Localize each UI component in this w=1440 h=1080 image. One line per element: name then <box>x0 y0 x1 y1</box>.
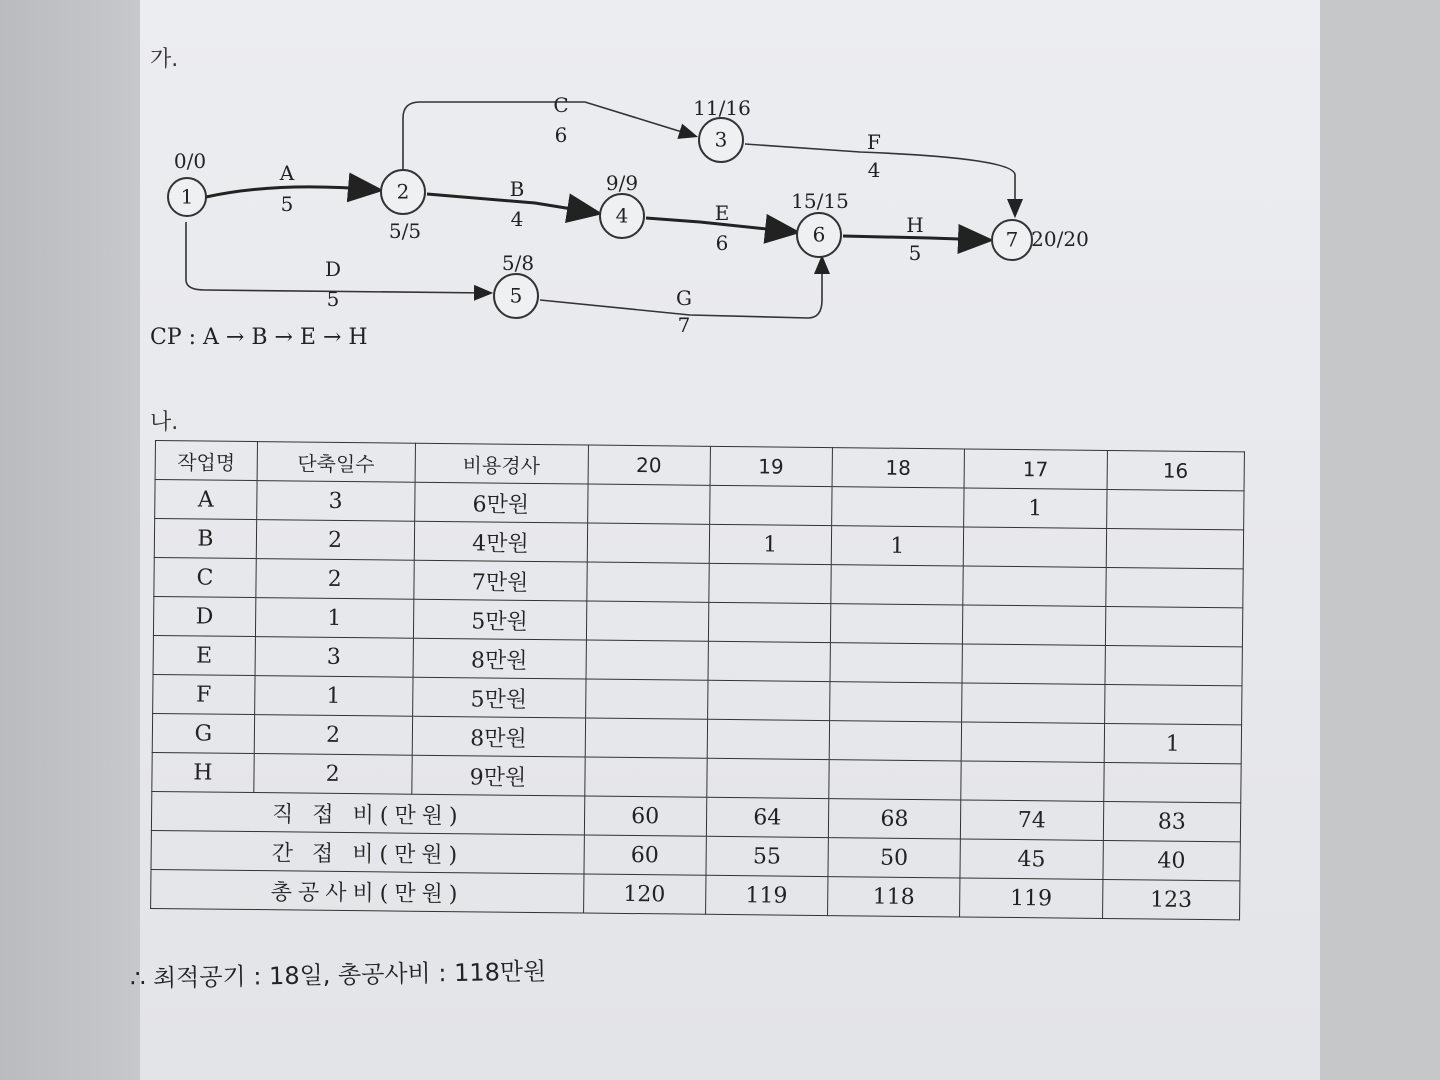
cell-days: 2 <box>256 559 414 600</box>
cell-19: 1 <box>709 524 832 564</box>
header-task: 작업명 <box>155 441 257 481</box>
cell-days: 2 <box>256 520 414 561</box>
summary-20: 60 <box>584 796 707 836</box>
cell-days: 1 <box>254 676 412 717</box>
summary-17: 45 <box>960 839 1103 879</box>
section-b-label: 나. <box>150 410 179 435</box>
summary-20: 60 <box>584 835 707 875</box>
cell-20 <box>586 562 709 602</box>
cell-20 <box>587 484 710 524</box>
cell-17 <box>962 605 1105 645</box>
activity-f-name: F <box>867 130 881 154</box>
header-20: 20 <box>588 445 711 485</box>
cell-16: 1 <box>1104 723 1242 763</box>
header-days: 단축일수 <box>257 442 415 483</box>
cell-19 <box>709 485 832 525</box>
cell-slope: 7만원 <box>413 560 586 601</box>
svg-text:1: 1 <box>180 184 194 209</box>
cell-18: 1 <box>831 526 964 566</box>
node-2 <box>381 170 425 214</box>
node-6 <box>797 213 841 257</box>
activity-h-name: H <box>906 213 924 237</box>
activity-d-name: D <box>324 257 342 281</box>
cell-18 <box>829 721 962 761</box>
activity-e-name: E <box>714 201 730 225</box>
crashing-table <box>150 440 1245 920</box>
edge-c <box>403 102 695 172</box>
activity-g-duration: 7 <box>677 313 691 337</box>
cell-18 <box>830 604 963 644</box>
cell-16 <box>1103 762 1241 802</box>
cell-slope: 8만원 <box>413 638 586 679</box>
cell-task: F <box>153 674 255 714</box>
svg-text:4: 4 <box>615 203 629 228</box>
node-4-time: 9/9 <box>605 171 639 195</box>
cell-18 <box>831 487 964 527</box>
section-a-label: 가. <box>150 47 179 72</box>
cell-task: C <box>154 557 256 597</box>
summary-18: 68 <box>828 799 961 839</box>
svg-text:3: 3 <box>714 127 728 152</box>
node-5 <box>494 274 538 318</box>
header-17: 17 <box>964 449 1107 489</box>
summary-18: 118 <box>827 877 960 917</box>
summary-19: 55 <box>706 836 829 876</box>
critical-path: CP : A → B → E → H <box>150 325 368 350</box>
cell-16 <box>1104 684 1242 724</box>
cell-17 <box>963 527 1106 567</box>
summary-19: 64 <box>706 797 829 837</box>
activity-d-duration: 5 <box>326 287 340 311</box>
cell-17 <box>961 722 1104 762</box>
cell-18 <box>829 760 962 800</box>
cell-task: G <box>152 713 254 753</box>
cell-17 <box>963 566 1106 606</box>
cell-slope: 8만원 <box>412 716 585 757</box>
activity-a-duration: 5 <box>280 192 294 216</box>
summary-label: 직 접 비(만원) <box>151 791 584 835</box>
cell-18 <box>830 643 963 683</box>
activity-f-duration: 4 <box>867 158 881 182</box>
cell-task: B <box>154 519 256 559</box>
activity-h-duration: 5 <box>908 241 922 265</box>
node-5-time: 5/8 <box>501 251 535 275</box>
cell-19 <box>708 563 831 603</box>
cell-20 <box>587 523 710 563</box>
node-2-time: 5/5 <box>388 219 422 243</box>
node-3-time: 11/16 <box>693 96 751 120</box>
summary-18: 50 <box>828 838 961 878</box>
cell-slope: 5만원 <box>412 677 585 718</box>
cell-17 <box>962 683 1105 723</box>
summary-label: 총공사비(만원) <box>151 869 584 913</box>
summary-16: 83 <box>1103 801 1241 841</box>
svg-text:7: 7 <box>1005 227 1019 252</box>
cell-days: 2 <box>254 754 412 795</box>
cell-days: 2 <box>254 715 412 756</box>
cell-slope: 6만원 <box>414 482 587 523</box>
activity-b-name: B <box>509 177 525 201</box>
cell-20 <box>586 640 709 680</box>
cell-19 <box>707 680 830 720</box>
cell-days: 3 <box>256 481 414 522</box>
cell-16 <box>1105 645 1243 685</box>
cell-20 <box>586 601 709 641</box>
cell-task: H <box>152 752 254 792</box>
cell-slope: 5만원 <box>413 599 586 640</box>
node-1-time: 0/0 <box>173 149 207 173</box>
cell-17 <box>962 644 1105 684</box>
activity-c-duration: 6 <box>554 123 568 147</box>
node-1 <box>168 178 206 216</box>
cell-17: 1 <box>964 488 1107 528</box>
cell-slope: 9만원 <box>411 755 584 796</box>
cell-task: E <box>153 635 255 675</box>
svg-text:2: 2 <box>396 179 410 204</box>
summary-17: 119 <box>960 878 1103 918</box>
cell-16 <box>1106 489 1244 529</box>
activity-a-name: A <box>279 161 295 185</box>
node-7-time: 20/20 <box>1031 227 1089 251</box>
conclusion-text: ∴ 최적공기 : 18일, 총공사비 : 118만원 <box>129 957 547 993</box>
cell-task: A <box>155 480 257 520</box>
node-4 <box>600 194 644 238</box>
activity-g-name: G <box>676 286 692 310</box>
cell-19 <box>707 719 830 759</box>
summary-16: 123 <box>1102 879 1240 919</box>
cell-16 <box>1105 606 1243 646</box>
cell-17 <box>961 761 1104 801</box>
activity-b-duration: 4 <box>510 207 524 231</box>
node-7 <box>992 220 1032 260</box>
cell-slope: 4만원 <box>414 521 587 562</box>
cell-20 <box>585 679 708 719</box>
activity-c-name: C <box>553 93 569 117</box>
cell-18 <box>831 565 964 605</box>
summary-label: 간 접 비(만원) <box>151 830 584 874</box>
header-slope: 비용경사 <box>415 443 588 484</box>
network-diagram <box>0 0 1440 440</box>
cell-20 <box>585 718 708 758</box>
cell-days: 1 <box>255 598 413 639</box>
header-19: 19 <box>710 446 833 486</box>
cell-19 <box>706 758 829 798</box>
node-3 <box>699 118 743 162</box>
cell-16 <box>1105 567 1243 607</box>
cell-16 <box>1106 528 1244 568</box>
summary-16: 40 <box>1103 840 1241 880</box>
svg-text:6: 6 <box>812 222 826 247</box>
header-18: 18 <box>832 448 965 488</box>
header-16: 16 <box>1107 450 1245 490</box>
activity-e-duration: 6 <box>715 231 729 255</box>
cell-19 <box>708 602 831 642</box>
cell-20 <box>584 757 707 797</box>
summary-17: 74 <box>960 800 1103 840</box>
summary-19: 119 <box>705 875 828 915</box>
cell-days: 3 <box>255 637 413 678</box>
cell-19 <box>708 641 831 681</box>
summary-20: 120 <box>583 874 706 914</box>
node-6-time: 15/15 <box>791 189 849 213</box>
cell-18 <box>829 682 962 722</box>
cell-task: D <box>153 596 255 636</box>
svg-text:5: 5 <box>509 283 523 308</box>
